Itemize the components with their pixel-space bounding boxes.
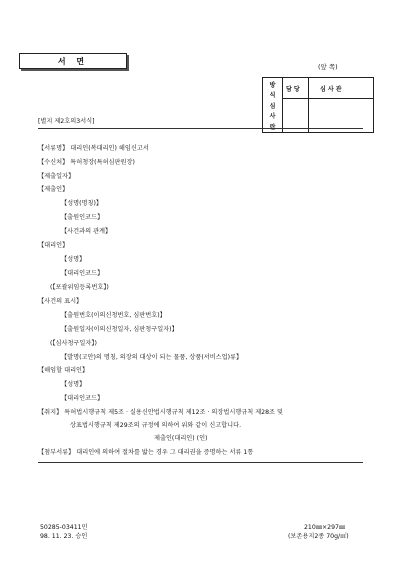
agent-code-line: 【대리인코드】: [61, 270, 104, 277]
submitter-line: 【제출인】: [38, 186, 69, 193]
approval-side-label: 방 식 심 사 란: [263, 78, 283, 132]
approval-date: 98. 11. 23. 승인: [40, 533, 88, 540]
approval-staff-label: 담 당: [286, 86, 300, 93]
purpose-line-2: 상표법시행규칙 제29조의 규정에 의하여 위와 같이 신고합니다.: [70, 422, 242, 429]
applicant-code-line: 【출원인코드】: [61, 214, 104, 221]
invention-title-line: 【발명(고안)의 명칭, 의장의 대상이 되는 물품, 상품(서비스업)류】: [61, 354, 243, 361]
doc-name-line: 【서류명】 대리인(복대리인) 해임신고서: [38, 145, 149, 152]
front-page-label: (앞 쪽): [318, 63, 338, 71]
general-proxy-line: (【포괄위임등록번호】): [50, 284, 109, 291]
attachments-line: 【첨부서류】 대리인에 의하여 절차를 밟는 경우 그 대리권을 증명하는 서류 1통: [38, 449, 254, 456]
top-rule: [38, 128, 363, 129]
form-code: 50285-03411민: [40, 524, 88, 531]
relation-line: 【사건과의 관계】: [61, 228, 112, 235]
purpose-line: 【취지】 특허법시행규칙 제5조 · 실용신안법시행규칙 제12조 · 의장법시행규칙 제28조 및: [38, 409, 283, 416]
paper-type: (보존용지2종 70g/㎡): [288, 533, 349, 540]
approval-box: [262, 77, 374, 133]
agent-line: 【대리인】: [38, 242, 69, 249]
form-number: [별지 제2호의3서식]: [38, 118, 95, 125]
approval-divider: [308, 78, 309, 132]
recipient-line: 【수신처】 특허청장(특허심판원장): [38, 159, 135, 166]
approval-examiner-label: 심 사 관: [320, 86, 342, 93]
exam-request-date-line: (【심사청구일자】): [50, 340, 97, 347]
application-date-line: 【출원일자(이의신청일자, 심판청구일자)】: [61, 326, 178, 333]
case-display-line: 【사건의 표시】: [38, 298, 83, 305]
agent-name-line: 【성명】: [61, 256, 86, 263]
application-number-line: 【출원번호(이의신청번호, 심판번호)】: [61, 312, 166, 319]
paper-size: 210㎜×297㎜: [304, 524, 346, 531]
form-title-box: [19, 53, 127, 69]
dismissed-agent-line: 【해임할 대리인】: [38, 367, 89, 374]
submitter-name-line: 【성명(명칭)】: [61, 200, 103, 207]
form-title: 서 면: [57, 56, 89, 66]
dismissed-agent-name-line: 【성명】: [61, 381, 86, 388]
dismissed-agent-code-line: 【대리인코드】: [61, 395, 104, 402]
bottom-rule: [38, 462, 363, 463]
submit-date-line: 【제출일자】: [38, 173, 75, 180]
signature-line: 제출인(대리인) (인): [154, 435, 208, 442]
